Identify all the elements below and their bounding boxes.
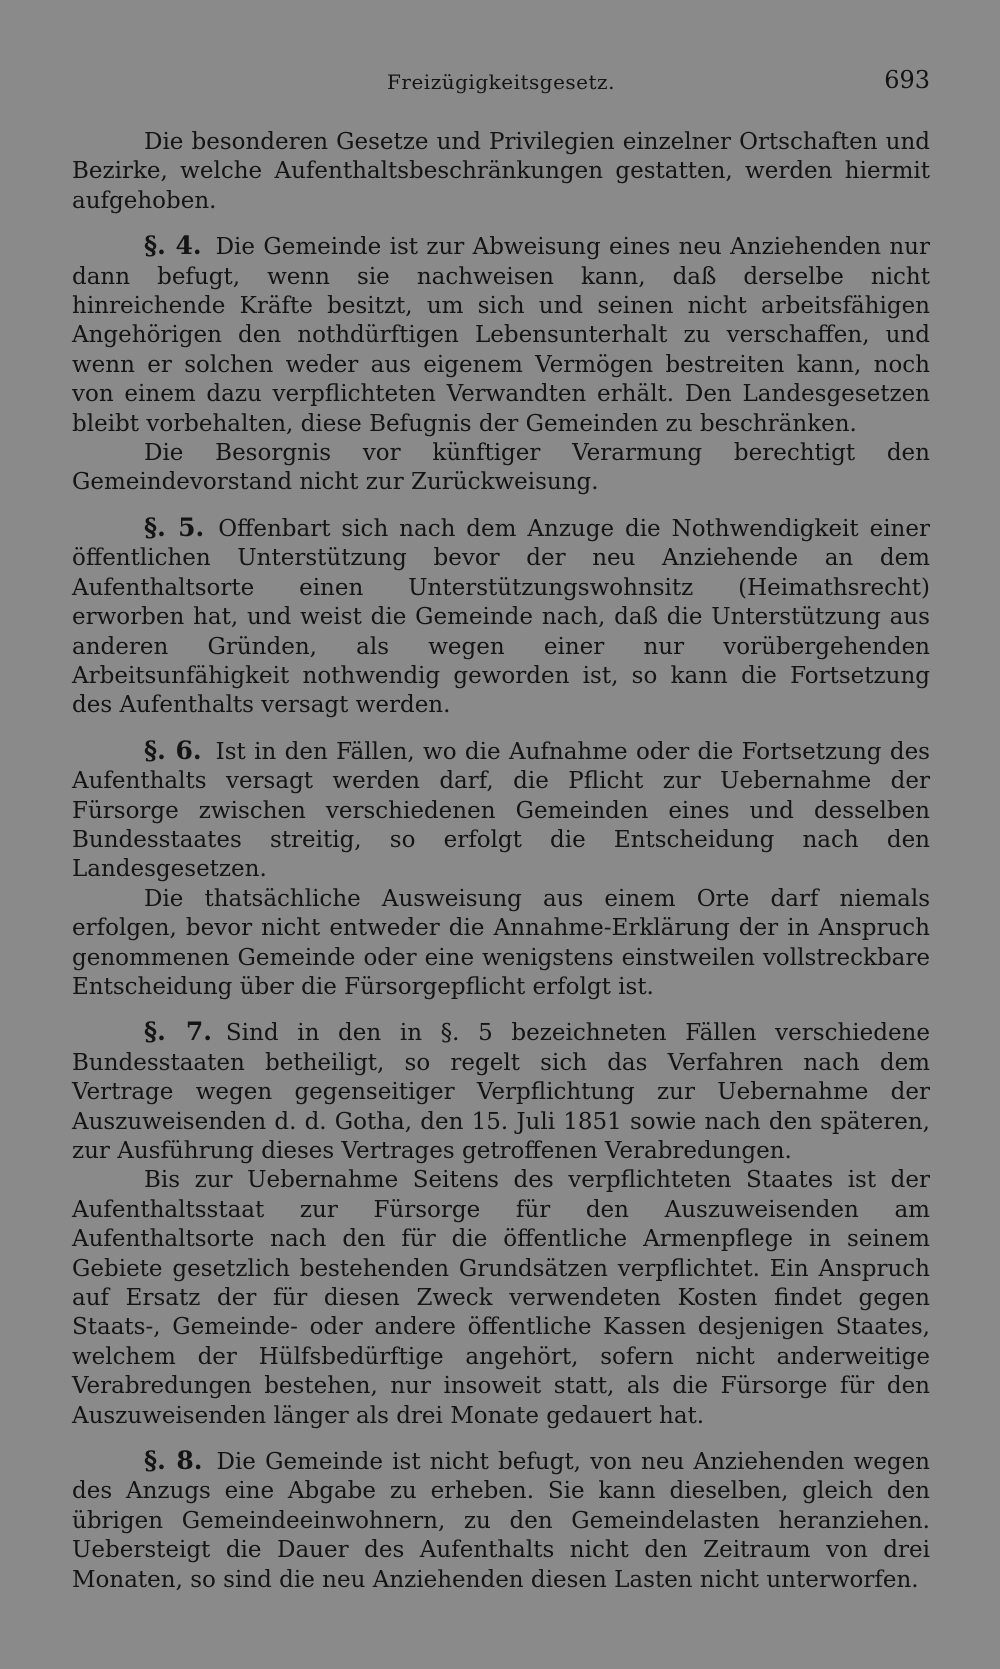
section-4-paragraph-2: Die Besorgnis vor künftiger Verarmung berechtigt den Gemeindevorstand nicht zur Zurückweisung.: [72, 440, 930, 496]
page-number: 693: [884, 66, 930, 94]
section-6-text-1: Ist in den Fällen, wo die Aufnahme oder die Fortsetzung des Aufenthalts versagt werden darf, die Pflicht zur Uebernahme der Fürsorge zwischen verschiedenen Gemeinden eines und desselben Bundesstaates streitig, so erfolgt die Entscheidung nach den Landesgesetzen.: [72, 738, 930, 883]
section-8-text-1: Die Gemeinde ist nicht befugt, von neu Anziehenden wegen des Anzugs eine Abgabe zu erheben. Sie kann dieselben, gleich den übrigen Gemeindeeinwohnern, zu den Gemeindelasten heranziehen. Uebersteigt die Dauer des Aufenthalts nicht den Zeitraum von drei Monaten, so sind die neu Anziehenden diesen Lasten nicht unterworfen.: [72, 1449, 930, 1593]
section-7-paragraph-2: Bis zur Uebernahme Seitens des verpflichteten Staates ist der Aufenthaltsstaat zur Fürsorge für den Auszuweisenden am Aufenthaltsorte nach den für die öffentliche Armenpflege in seinem Gebiete gesetzlich bestehenden Grundsätzen verpflichtet. Ein Anspruch auf Ersatz der für diesen Zweck verwendeten Kosten findet gegen Staats-, Gemeinde- oder andere öffentliche Kassen desjenigen Staates, welchem der Hülfsbedürftige angehört, sofern nicht anderweitige Verabredungen bestehen, nur insoweit statt, als die Fürsorge für den Auszuweisenden länger als drei Monate gedauert hat.: [72, 1167, 930, 1429]
intro-paragraph: Die besonderen Gesetze und Privilegien einzelner Ortschaften und Bezirke, welche Aufenthaltsbeschränkungen gestatten, werden hiermit aufgehoben.: [72, 129, 930, 214]
section-4-text-1: Die Gemeinde ist zur Abweisung eines neu Anziehenden nur dann befugt, wenn sie nachweisen kann, daß derselbe nicht hinreichende Kräfte besitzt, um sich und seinen nicht arbeitsfähigen Angehörigen den nothdürftigen Lebensunterhalt zu verschaffen, und wenn er solchen weder aus eigenem Vermögen bestreiten kann, noch von einem dazu verpflichteten Verwandten erhält. Den Landesgesetzen bleibt vorbehalten, diese Befugnis der Gemeinden zu beschränken.: [72, 234, 930, 437]
page-header: [72, 62, 930, 106]
section-7-paragraph-1: [72, 1017, 930, 1166]
section-8-number: §. 8.: [144, 1446, 203, 1476]
section-4-paragraph-1: [72, 231, 930, 439]
running-title: Freizügigkeitsgesetz.: [387, 70, 615, 94]
section-7-text-1: Sind in den in §. 5 bezeichneten Fällen verschiedene Bundesstaaten betheiligt, so regelt sich das Verfahren nach dem Vertrage wegen gegenseitiger Verpflichtung zur Uebernahme der Auszuweisenden d. d. Gotha, den 15. Juli 1851 sowie nach den späteren, zur Ausführung dieses Vertrages getroffenen Verabredungen.: [72, 1020, 930, 1164]
section-8-paragraph-1: [72, 1446, 930, 1595]
section-7-number: §. 7.: [144, 1017, 212, 1047]
section-5-text-1: Offenbart sich nach dem Anzuge die Nothwendigkeit einer öffentlichen Unterstützung bevor der neu Anziehende an dem Aufenthaltsorte einen Unterstützungswohnsitz (Heimathsrecht) erworben hat, und weist die Gemeinde nach, daß die Unterstützung aus anderen Gründen, als wegen einer nur vorübergehenden Arbeitsunfähigkeit nothwendig geworden ist, so kann die Fortsetzung des Aufenthalts versagt werden.: [72, 515, 930, 719]
section-6-paragraph-1: [72, 736, 930, 885]
section-6-paragraph-2: Die thatsächliche Ausweisung aus einem Orte darf niemals erfolgen, bevor nicht entweder die Annahme-Erklärung der in Anspruch genommenen Gemeinde oder eine wenigstens einstweilen vollstreckbare Entscheidung über die Fürsorgepflicht erfolgt ist.: [72, 885, 930, 1000]
section-5-paragraph-1: [72, 513, 930, 721]
section-5-number: §. 5.: [144, 512, 205, 542]
section-6-number: §. 6.: [144, 735, 202, 765]
document-page: [72, 62, 930, 1595]
section-4-number: §. 4.: [144, 231, 202, 261]
